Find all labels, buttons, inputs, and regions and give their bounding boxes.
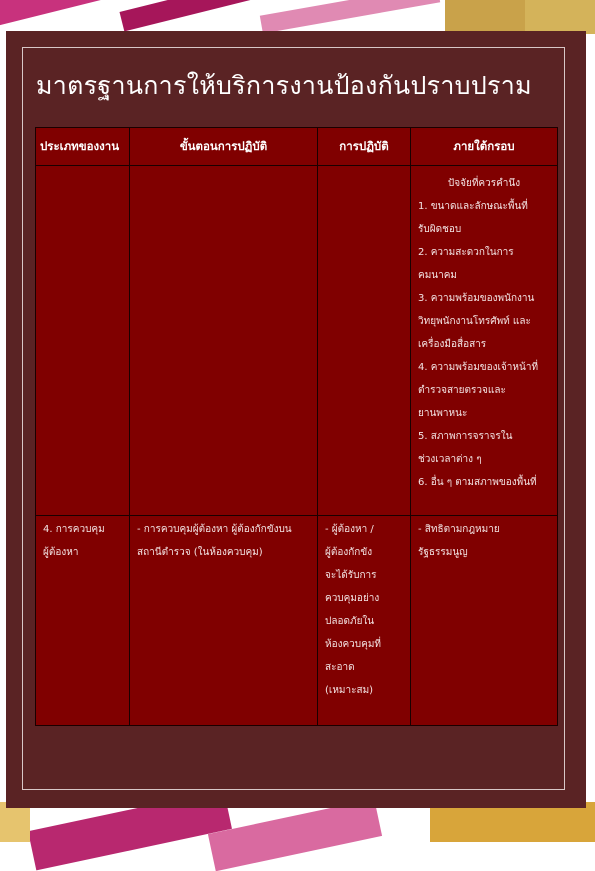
cell-line: ควบคุมอย่าง	[325, 593, 380, 604]
cell-line: 3. ความพร้อมของพนักงาน	[418, 293, 535, 304]
cell-line: ตำรวจสายตรวจและ	[418, 385, 506, 396]
cell-line: ยานพาหนะ	[418, 408, 468, 419]
decorative-stripe	[260, 0, 440, 33]
procedure-cell	[130, 516, 318, 726]
cell-line: วิทยุพนักงานโทรศัพท์ และ	[418, 316, 531, 327]
cell-line: - การควบคุมผู้ต้องหา ผู้ต้องกักขังบน	[137, 524, 292, 535]
cell-line: จะได้รับการ	[325, 570, 377, 581]
framework-cell	[411, 516, 558, 726]
cell-line: รัฐธรรมนูญ	[418, 547, 468, 558]
cell-line: 2. ความสะดวกในการ	[418, 247, 514, 258]
cell-line: ผู้ต้องหา	[43, 547, 79, 558]
cell-line: ปลอดภัยใน	[325, 616, 375, 627]
cell-line: คมนาคม	[418, 270, 458, 281]
practice-cell	[318, 516, 411, 726]
decorative-corner	[0, 802, 30, 842]
work-type-cell	[36, 516, 130, 726]
header-procedure: ขั้นตอนการปฏิบัติ	[130, 128, 318, 166]
cell-line: ช่วงเวลาต่าง ๆ	[418, 454, 482, 465]
cell-line: รับผิดชอบ	[418, 224, 462, 235]
header-framework: ภายใต้กรอบ	[411, 128, 558, 166]
cell-line: 4. ความพร้อมของเจ้าหน้าที่	[418, 362, 539, 373]
cell-line: - สิทธิตามกฎหมาย	[418, 524, 500, 535]
factors-heading: ปัจจัยที่ควรคำนึง	[447, 178, 521, 189]
cell-line: ห้องควบคุมที่	[325, 639, 382, 650]
decorative-stripe	[208, 799, 382, 871]
decorative-corner	[525, 0, 595, 34]
table-cell	[130, 166, 318, 516]
header-practice: การปฏิบัติ	[318, 128, 411, 166]
cell-line: 1. ขนาดและลักษณะพื้นที่	[418, 201, 528, 212]
decorative-stripe	[0, 0, 111, 34]
header-work-type: ประเภทของงาน	[36, 128, 130, 166]
table-row	[36, 516, 558, 726]
cell-line: - ผู้ต้องหา /	[325, 524, 374, 535]
table-cell	[36, 166, 130, 516]
cell-line: ผู้ต้องกักขัง	[325, 547, 373, 558]
cell-line: 6. อื่น ๆ ตามสภาพของพื้นที่	[418, 477, 537, 488]
cell-line: สถานีตำรวจ (ในห้องควบคุม)	[137, 547, 263, 558]
table-header-row	[36, 128, 558, 166]
page-title: มาตรฐานการให้บริการงานป้องกันปราบปราม	[36, 71, 532, 100]
factors-cell	[411, 166, 558, 516]
cell-line: (เหมาะสม)	[325, 685, 374, 696]
cell-line: 4. การควบคุม	[43, 524, 105, 535]
table-row	[36, 166, 558, 516]
standards-table	[35, 127, 558, 726]
decorative-stripe	[120, 0, 251, 31]
cell-line: สะอาด	[325, 662, 355, 673]
table-cell	[318, 166, 411, 516]
cell-line: 5. สภาพการจราจรใน	[418, 431, 513, 442]
cell-line: เครื่องมือสื่อสาร	[418, 339, 487, 350]
decorative-corner	[430, 802, 595, 842]
